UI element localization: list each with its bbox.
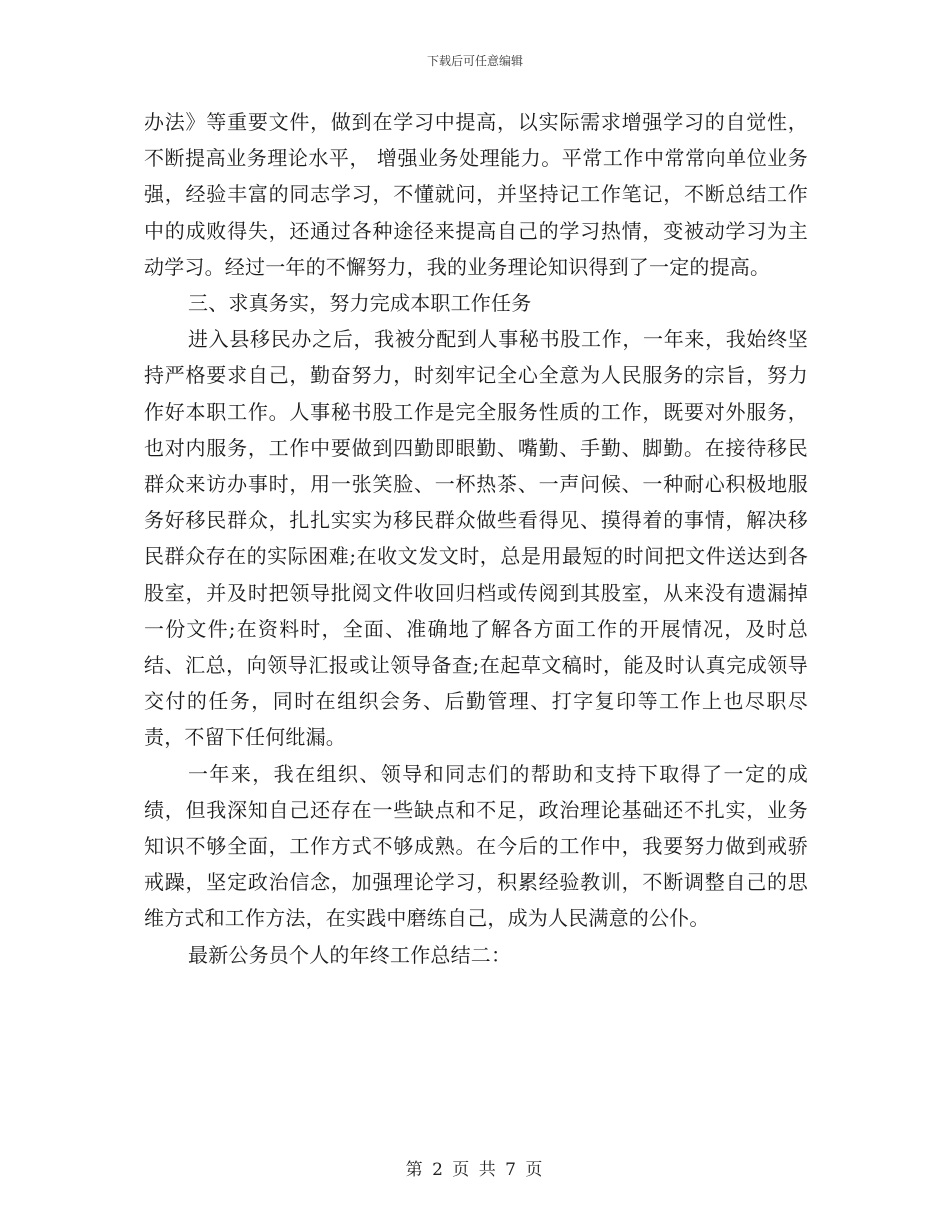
page-number: 第 2 页 共 7 页 xyxy=(405,1160,545,1180)
paragraph-year-summary: 一年来，我在组织、领导和同志们的帮助和支持下取得了一定的成绩，但我深知自己还存在一些缺点和不足，政治理论基础还不扎实，业务知识不够全面，工作方式不够成熟。在今后的工作中，我要努力做到戒骄戒躁，坚定政治信念，加强理论学习，积累经验教训，不断调整自己的思维方式和工作方法，在实践中磨练自己，成为人民满意的公仆。 xyxy=(144,761,808,931)
paragraph-next-title: 最新公务员个人的年终工作总结二： xyxy=(188,942,512,967)
paragraph-continuation: 办法》等重要文件，做到在学习中提高，以实际需求增强学习的自觉性，不断提高业务理论水平， 增强业务处理能力。平常工作中常常向单位业务强，经验丰富的同志学习，不懂就问，并坚持记工作笔记，不断总结工作中的成败得失，还通过各种途径来提高自己的学习热情，变被动学习为主动学习。经过一年的不懈努力，我的业务理论知识得到了一定的提高。 xyxy=(144,110,808,279)
document-body xyxy=(144,104,808,973)
paragraph-work-duties: 进入县移民办之后，我被分配到人事秘书股工作，一年来，我始终坚持严格要求自己，勤奋努力，时刻牢记全心全意为人民服务的宗旨，努力作好本职工作。人事秘书股工作是完全服务性质的工作，既要对外服务，也对内服务，工作中要做到四勤即眼勤、嘴勤、手勤、脚勤。在接待移民群众来访办事时，用一张笑脸、一杯热茶、一声问候、一种耐心积极地服务好移民群众，扎扎实实为移民群众做些看得见、摸得着的事情，解决移民群众存在的实际困难;在收文发文时，总是用最短的时间把文件送达到各股室，并及时把领导批阅文件收回归档或传阅到其股室，从来没有遗漏掉一份文件;在资料时，全面、准确地了解各方面工作的开展情况，及时总结、汇总，向领导汇报或让领导备查;在起草文稿时，能及时认真完成领导交付的任务，同时在组织会务、后勤管理、打字复印等工作上也尽职尽责，不留下任何纰漏。 xyxy=(144,327,808,750)
page-header: 下载后可任意编辑 xyxy=(426,54,523,68)
section-heading: 三、求真务实，努力完成本职工作任务 xyxy=(188,291,532,316)
